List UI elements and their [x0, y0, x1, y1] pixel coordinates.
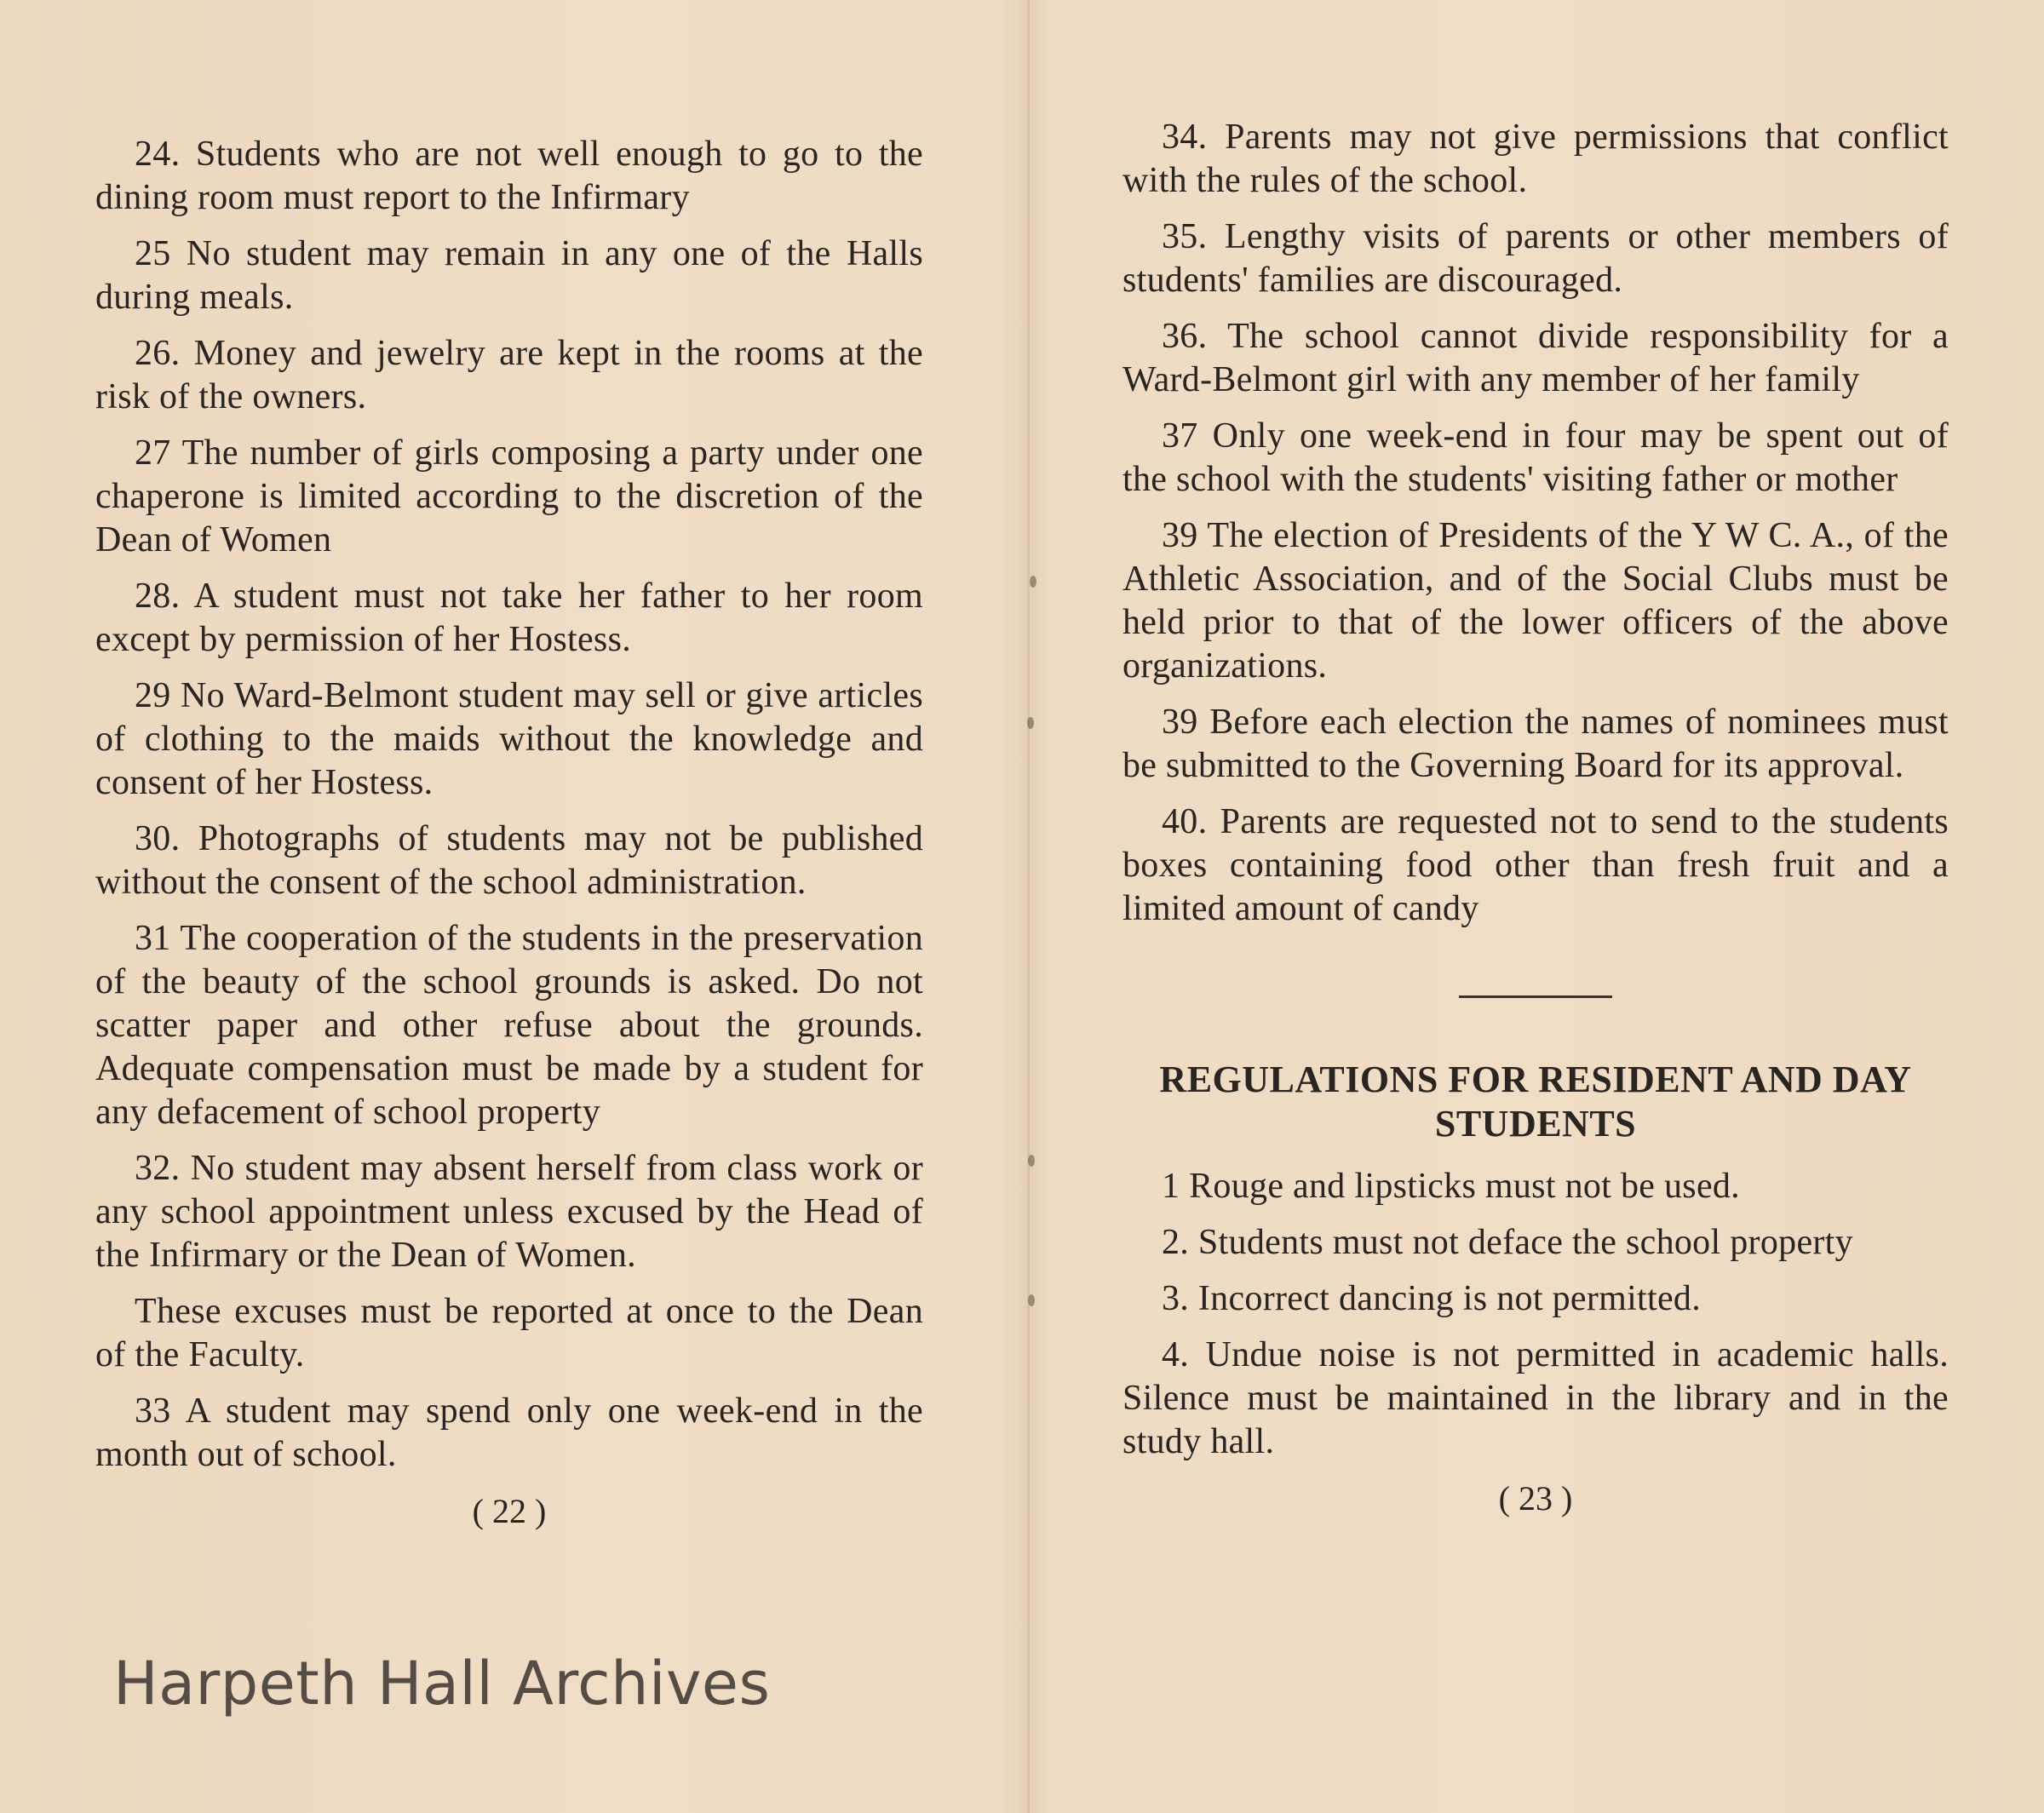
page-number-left: ( 22 ) — [472, 1492, 547, 1530]
rule-24: 24. Students who are not well enough to go to the dining room must report to the Infirmary — [95, 135, 923, 217]
rule-39-nominees: 39 Before each election the names of nominees must be submitted to the Governing Board for its approval. — [1122, 703, 1949, 785]
rule-40: 40. Parents are requested not to send to the students boxes containing food other than fresh fruit and a limited amount of candy — [1122, 802, 1949, 928]
regulation-2: 2. Students must not deface the school property — [1162, 1223, 1853, 1262]
archive-watermark: Harpeth Hall Archives — [113, 1649, 771, 1718]
rule-34: 34. Parents may not give permissions that conflict with the rules of the school. — [1122, 118, 1949, 200]
page-number-right: ( 23 ) — [1498, 1479, 1573, 1518]
rule-36: 36. The school cannot divide responsibility for a Ward-Belmont girl with any member of her family — [1122, 317, 1949, 399]
rule-27: 27 The number of girls composing a party under one chaperone is limited according to the discretion of the Dean of Women — [95, 433, 923, 559]
page-fold — [1027, 0, 1030, 1813]
rule-26: 26. Money and jewelry are kept in the rooms at the risk of the owners. — [95, 334, 923, 416]
rule-39-elections: 39 The election of Presidents of the Y W C. A., of the Athletic Association, and of the Social Clubs must be held prior to that of the lower officers of the above organizations. — [1122, 516, 1949, 686]
staple-mark — [1028, 1155, 1035, 1167]
rule-32-note: These excuses must be reported at once to the Dean of the Faculty. — [95, 1292, 923, 1374]
rule-30: 30. Photographs of students may not be published without the consent of the school administration. — [95, 819, 923, 902]
left-page — [95, 133, 923, 1533]
regulation-4: 4. Undue noise is not permitted in academic halls. Silence must be maintained in the library and in the study hall. — [1122, 1335, 1949, 1461]
rule-28: 28. A student must not take her father to her room except by permission of her Hostess. — [95, 577, 923, 659]
staple-mark — [1030, 576, 1036, 588]
section-divider — [1459, 995, 1612, 998]
rule-35: 35. Lengthy visits of parents or other members of students' families are discouraged. — [1122, 217, 1949, 300]
section-heading: REGULATIONS FOR RESIDENT AND DAY STUDENTS — [1159, 1059, 1912, 1145]
rule-33: 33 A student may spend only one week-end in the month out of school. — [95, 1391, 923, 1474]
rule-31: 31 The cooperation of the students in the preservation of the beauty of the school grounds is asked. Do not scatter paper and other refuse about the grounds. Adequate compensation must be made by a student for any defacement of school property — [95, 919, 923, 1132]
staple-mark — [1027, 717, 1034, 729]
rule-37: 37 Only one week-end in four may be spent out of the school with the students' visiting father or mother — [1122, 416, 1949, 499]
rule-25: 25 No student may remain in any one of the Halls during meals. — [95, 234, 923, 317]
right-page — [1122, 116, 1949, 1520]
regulation-3: 3. Incorrect dancing is not permitted. — [1162, 1279, 1702, 1318]
regulation-1: 1 Rouge and lipsticks must not be used. — [1162, 1167, 1740, 1206]
rule-32: 32. No student may absent herself from class work or any school appointment unless excused by the Head of the Infirmary or the Dean of Women. — [95, 1149, 923, 1275]
staple-mark — [1028, 1294, 1035, 1306]
rule-29: 29 No Ward-Belmont student may sell or give articles of clothing to the maids without the knowledge and consent of her Hostess. — [95, 676, 923, 802]
